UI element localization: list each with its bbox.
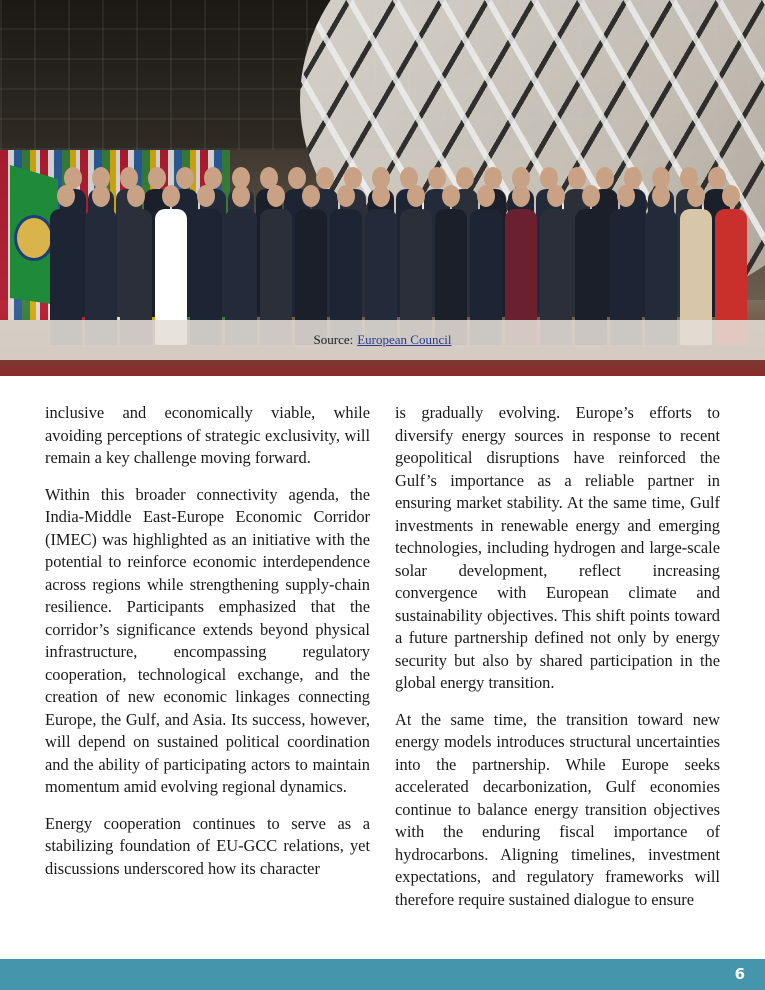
hero-photo (0, 0, 765, 376)
article-body (45, 402, 720, 925)
gcc-emblem-icon (14, 215, 54, 261)
delegates-group (50, 155, 760, 345)
footer-bar (0, 959, 765, 990)
paragraph: is gradually evolving. Europe’s efforts to diversify energy sources in response to recent geopolitical disruptions have reinforced the Gulf’s importance as a reliable partner in ensuring market stability. At the same time, Gulf investments in renewable energy and emerging technologies, including hydrogen and large-scale solar development, reflect increasing convergence with European climate and sustainability objectives. This shift points toward a future partnership defined not only by energy security but also by shared participation in the global energy transition. (395, 403, 720, 692)
column-right (395, 402, 720, 925)
paragraph: At the same time, the transition toward new energy models introduces structural uncertainties into the partnership. While Europe seeks accelerated decarbonization, Gulf economies continue to balance energy transition objectives with the enduring fiscal importance of hydrocarbons. Aligning timelines, investment expectations, and regulatory frameworks will therefore require sustained dialogue to ensure (395, 709, 720, 909)
photo-caption (0, 320, 765, 360)
page-number: 6 (734, 965, 745, 983)
caption-source-link[interactable]: European Council (357, 332, 452, 347)
column-left (45, 402, 370, 925)
caption-prefix: Source: (313, 332, 354, 347)
paragraph: inclusive and economically viable, while avoiding perceptions of strategic exclusivity, will remain a key challenge moving forward. (45, 403, 370, 467)
paragraph: Energy cooperation continues to serve as a stabilizing foundation of EU-GCC relations, yet discussions underscored how its character (45, 813, 370, 878)
paragraph: Within this broader connectivity agenda, the India-Middle East-Europe Economic Corridor (IMEC) was highlighted as an initiative with the potential to reinforce economic interdependence across regions while strengthening supply-chain resilience. Participants emphasized that the corridor’s significance extends beyond physical infrastructure, encompassing regulatory cooperation, technological exchange, and the creation of new economic linkages connecting Europe, the Gulf, and Asia. Its success, however, will depend on sustained political coordination and the ability of participating actors to maintain momentum amid evolving regional dynamics. (45, 484, 370, 796)
